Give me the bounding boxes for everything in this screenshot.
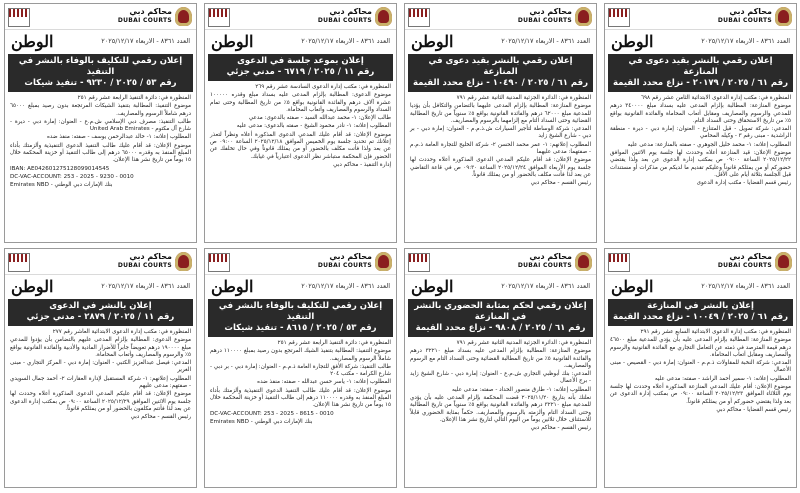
notice-title: إعلان رقمي للتكليف بالوفاء بالنشر في التنفيذ bbox=[218, 301, 383, 322]
notice-paragraph: المطلوب إعلانهم: ١- عمر محمد الحسن ٢- شركة الخليج للتجارة العامة ذ.م.م - صفتهما: مدعى عليهما bbox=[410, 141, 591, 156]
government-logo-icon bbox=[8, 253, 30, 272]
clippings-row-bottom bbox=[0, 248, 800, 488]
notice-paragraph: المنظورة في: دائرة التنفيذ الرابعة عشر رقم ٢٥١ bbox=[77, 95, 191, 101]
publication-line bbox=[5, 275, 196, 299]
court-header bbox=[605, 249, 796, 275]
dubai-emblem-icon bbox=[375, 252, 392, 271]
notice-paragraph: المنظورة في: الدائرة الجزئية المدنية الثانية عشر رقم ٧٩١ bbox=[456, 95, 591, 101]
notice-paragraph: موضوع الدعوى: المطالبة بإلزام المدعى عليهم بالتضامن بأن يؤدوا للمدعي مبلغ ١٩٠٠٠٠ درهم تعويضاً جابراً للأضرار المادية والأدبية والفائدة القانونية بواقع ٥٪ والرسوم والمصاريف وأتعاب المحاماة. bbox=[10, 337, 191, 358]
notice-paragraph: موضوع الدعوى: المطالبة بإلزام المدعى عليه بسداد مبلغ وقدره ١٠٠٠٠٠ عشرة آلاف درهم والفائدة القانونية بواقع ٥٪ من تاريخ المطالبة وحتى تمام السداد والرسوم والمصاريف وأتعاب المحاماة. bbox=[210, 92, 391, 113]
notice-body bbox=[605, 92, 796, 188]
case-number: رقم ١١ / ٢٠٢٥ / ٦٧١٩ - مدني جزئي bbox=[226, 67, 375, 77]
issue-date: العدد ٨٣٦١ - الاربعاء ٢٠٢٥/١٢/١٧ bbox=[101, 37, 190, 45]
notice-paragraph: موضوع الإعلان: قد أقام عليك طالب التنفيذ الدعوى التنفيذية وألزمتك بأداء المبلغ المنفذ به وقدره ٦٥٠٠٠ درهم إلى طالب التنفيذ أو خزينة المحكمة خلال ١٥ يوماً من تاريخ نشر هذا الإعلان. bbox=[10, 142, 191, 164]
notice-title: إعلان رقمي لحكم بمثابة الحضوري بالنشر في المنازعة bbox=[414, 301, 587, 322]
notice-paragraph: موضوع الإعلان: قد أقام عليك المدعي الدعوى المذكورة أعلاه ونظراً لتعذر إعلانك تم تحديد جلسة يوم الخميس الموافق ٢٠٢٥/١٢/١٨ الساعة ٠٩:٠٠ ص عن بعد ولذا فأنت مكلف بالحضور أو من يمثلك قانوناً وفي حال تخلفك عن الحضور فإن المحكمة ستباشر نظر الدعوى اعتبارياً في غيابك. bbox=[210, 131, 391, 160]
notice-paragraph: موضوع الإعلان: قيد المنازعة أعلاه وحددت لها جلسة يوم الاثنين الموافق ٢٠٢٥/١٢/٢٢ الساعة ٠٩:٠٠ ص بمكتب إدارة الدعوى عن بعد ولذا يقتضي حضوركم أو من يمثلكم قانوناً وعليكم تقديم ما لديكم من مذكرات أو مستندات قبل الجلسة بثلاثة أيام على الأقل. bbox=[610, 150, 791, 178]
case-number: رقم ١١ / ٢٠٢٥ / ٢٨٧٩ - مدني جزئي bbox=[26, 312, 175, 322]
court-name-english: DUBAI COURTS bbox=[717, 17, 772, 24]
court-notice-card bbox=[4, 3, 197, 243]
notice-paragraph: رئيس قسم القضايا - محاكم دبي bbox=[716, 406, 791, 413]
court-name-arabic: محاكم دبي bbox=[529, 252, 572, 261]
notice-paragraph: رئيس القسم - محاكم دبي bbox=[530, 180, 591, 187]
government-logo-icon bbox=[408, 8, 430, 27]
issue-date: العدد ٨٣٦١ - الاربعاء ٢٠٢٥/١٢/١٧ bbox=[501, 282, 590, 290]
court-header bbox=[5, 249, 196, 275]
issue-date: العدد ٨٣٦١ - الاربعاء ٢٠٢٥/١٢/١٧ bbox=[501, 37, 590, 45]
court-notice-card bbox=[404, 248, 597, 488]
publication-line bbox=[5, 30, 196, 54]
notice-paragraph: موضوع الإعلان: قد أقام عليكم المدعي الدعوى المذكورة أعلاه وحددت لها جلسة يوم الاثنين الموافق ٢٠٢٥/١٢/٢٩ الساعة ٠٩:٠٠ ص بمكتب إدارة الدعوى عن بعد لذا فأنتم مكلفون بالحضور أو من يمثلكم قانوناً. bbox=[10, 391, 191, 412]
issue-date: العدد ٨٣٦١ - الاربعاء ٢٠٢٥/١٢/١٧ bbox=[701, 282, 790, 290]
notice-paragraph: المنظورة في: مكتب إدارة الدعوى السادسة عشر رقم ٢٦٩ bbox=[255, 84, 391, 90]
court-name-english: DUBAI COURTS bbox=[517, 17, 572, 24]
notice-paragraph: المنظورة في: مكتب إدارة الدعوى الابتدائية الثامن عشر رقم ٦٩٨ bbox=[641, 95, 791, 101]
case-number: رقم ٥٣ / ٢٠٢٥ / ٩٢٣٠ - تنفيذ شيكات bbox=[24, 78, 177, 88]
notice-paragraph: موضوع التنفيذ: المطالبة بتنفيذ الشيكات المرتجعة بدون رصيد بمبلغ ٦٥٠٠٠ درهم شاملاً الرسوم والمصاريف. bbox=[10, 103, 191, 117]
notice-paragraph: رئيس القسم - محاكم دبي bbox=[530, 425, 591, 432]
notice-paragraph: المدعي: شركة تمويل - قبل المتنازع - العنوان: إمارة دبي - ديرة - منطقة الراشدية - مبنى رقم ٣ - وكيله المحامي bbox=[610, 126, 791, 140]
issue-date: العدد ٨٣٦١ - الاربعاء ٢٠٢٥/١٢/١٧ bbox=[301, 282, 390, 290]
notice-paragraph: المطلوب إعلانه: ١- خالد عبدالرحمن يوسف - صفته: منفذ ضده bbox=[46, 134, 191, 141]
court-name-arabic: محاكم دبي bbox=[529, 7, 572, 16]
court-name-arabic: محاكم دبي bbox=[129, 7, 172, 16]
case-number: رقم ٦١ / ٢٠٢٥ / ١٠٤٩٠ - نزاع محدد القيمة bbox=[412, 78, 589, 88]
notice-paragraph: Emirates NBD - بنك الإمارات دبي الوطني bbox=[210, 418, 313, 425]
notice-paragraph: المطلوب إعلانه: ١- محمد خليل الجوهري - صفته بالمنازعة: مدعى عليه bbox=[627, 141, 791, 148]
newspaper-name: الوطن bbox=[611, 32, 654, 51]
newspaper-name: الوطن bbox=[211, 32, 254, 51]
notice-title-bar bbox=[608, 299, 793, 326]
government-logo-icon bbox=[208, 8, 230, 27]
notice-paragraph: رئيس قسم القضايا - مكتب إدارة الدعوى bbox=[696, 180, 791, 187]
newspaper-name: الوطن bbox=[411, 32, 454, 51]
notice-title-bar bbox=[408, 54, 593, 92]
notice-title-bar bbox=[408, 299, 593, 337]
publication-line bbox=[405, 275, 596, 299]
court-header bbox=[5, 4, 196, 30]
case-number: رقم ٦١ / ٢٠٢٥ / ٢٠١٧٩ - نزاع محدد القيمة bbox=[612, 78, 789, 88]
publication-line bbox=[205, 275, 396, 299]
notice-paragraph: المنظورة في: الدائرة الجزئية المدنية الثانية عشر رقم ٧٩١ bbox=[456, 340, 591, 346]
notice-title-bar bbox=[208, 54, 393, 81]
government-logo-icon bbox=[408, 253, 430, 272]
dubai-emblem-icon bbox=[375, 7, 392, 26]
government-logo-icon bbox=[8, 8, 30, 27]
notice-title-bar bbox=[8, 299, 193, 326]
notice-paragraph: موضوع المنازعة: المطالبة بإلزام المدعى عليه بأن يؤدي للمدعية مبلغ ٤٦٥٠٠ درهم قيمة المترصد في ذمته عن التعامل التجاري مع الفائدة القانونية والرسوم والمصاريف ومقابل أتعاب المحاماة. bbox=[610, 337, 791, 358]
court-notice-card bbox=[604, 3, 797, 243]
publication-line bbox=[605, 30, 796, 54]
court-name-arabic: محاكم دبي bbox=[729, 7, 772, 16]
dubai-emblem-icon bbox=[575, 252, 592, 271]
dubai-emblem-icon bbox=[575, 7, 592, 26]
notice-body bbox=[5, 92, 196, 190]
notice-paragraph: المنظورة في: مكتب إدارة الدعوى الابتدائية السابع عشر رقم ٢٩١ bbox=[640, 329, 791, 335]
court-notice-card bbox=[4, 248, 197, 488]
notice-title: إعلان رقمي للتكليف بالوفاء بالنشر في التنفيذ bbox=[18, 56, 183, 77]
issue-date: العدد ٨٣٦١ - الاربعاء ٢٠٢٥/١٢/١٧ bbox=[701, 37, 790, 45]
court-name-english: DUBAI COURTS bbox=[317, 262, 372, 269]
notice-paragraph: موضوع المنازعة: المطالبة بإلزام المدعى عليه بسداد مبلغ ٣٤٠٠٠٠ درهم للمدعي والرسوم والمصاريف ومقابل أتعاب المحاماة والفائدة القانونية بواقع ٥٪ من تاريخ الاستحقاق وحتى السداد التام. bbox=[610, 103, 791, 124]
notice-paragraph: المطلوب إعلانهم: ١- شركة المستقبل لإدارة العقارات ٢- أحمد جمال السويدي - صفتهم: مدعى عليهم bbox=[10, 375, 191, 390]
notice-body bbox=[5, 326, 196, 422]
notice-paragraph: موضوع الإعلان: قد أقام عليكم المدعي الدعوى المذكورة أعلاه وحددت لها جلسة يوم الأربعاء الموافق ٢٠٢٥/١٢/٢٤ الساعة ٠٩:٣٠ ص في قاعة التقاضي عن بعد لذا فأنت مكلف بالحضور أو من يمثلك قانوناً. bbox=[410, 157, 591, 178]
notice-paragraph: رئيس القسم - محاكم دبي bbox=[130, 414, 191, 421]
notice-title: إعلان رقمي بالنشر بقيد دعوى في المنازعة bbox=[628, 56, 773, 77]
court-notice-card bbox=[404, 3, 597, 243]
newspaper-name: الوطن bbox=[11, 277, 54, 296]
notice-body bbox=[405, 337, 596, 433]
court-name-english: DUBAI COURTS bbox=[717, 262, 772, 269]
notice-paragraph: المطلوب إعلانه: ١- نادر محمود الشيخ - صفته بالدعوى: مدعى عليه bbox=[236, 123, 391, 130]
notice-title-bar bbox=[8, 54, 193, 92]
notice-paragraph: المدعي: شركة الوساطة لتأجير السيارات ش.ذ.م.م - العنوان: إمارة دبي - بر دبي - شارع الشيخ زايد bbox=[410, 126, 591, 140]
court-name-english: DUBAI COURTS bbox=[517, 262, 572, 269]
court-name-english: DUBAI COURTS bbox=[117, 17, 172, 24]
notice-title: إعلان بالنشر في المنازعة bbox=[647, 301, 754, 311]
court-name-english: DUBAI COURTS bbox=[317, 17, 372, 24]
case-number: رقم ٥٣ / ٢٠٢٥ / ٨٦١٥ - تنفيذ شيكات bbox=[224, 323, 377, 333]
dubai-emblem-icon bbox=[175, 7, 192, 26]
publication-line bbox=[605, 275, 796, 299]
court-notice-card bbox=[204, 248, 397, 488]
notice-paragraph: نعلنك بأنه بتاريخ ٢٠٢٥/١١/٢٠ قضت المحكمة بإلزام المدعى عليه بأن يؤدي للمدعية مبلغ ٣٢٢١٠ درهم والفائدة القانونية بواقع ٥٪ سنوياً من تاريخ المطالبة وحتى السداد التام وألزمته بالرسوم والمصاريف. حكماً بمثابة الحضوري قابلاً للاستئناف خلال ثلاثين يوماً من اليوم التالي لتاريخ نشر هذا الإعلان. bbox=[410, 395, 592, 423]
notice-body bbox=[205, 337, 396, 426]
clippings-row-top bbox=[0, 3, 800, 243]
notice-title: إعلان بموعد جلسة في الدعوى bbox=[237, 56, 364, 66]
notice-title: إعلان رقمي بالنشر بقيد دعوى في المنازعة bbox=[428, 56, 573, 77]
newspaper-name: الوطن bbox=[211, 277, 254, 296]
notice-paragraph: المطلوب إعلانه: ١- ياسر حسن عبدالله - صفته: منفذ ضده bbox=[257, 379, 391, 386]
government-logo-icon bbox=[608, 8, 630, 27]
notice-paragraph: إدارة التنفيذ - محاكم دبي bbox=[333, 161, 391, 168]
notice-paragraph: موضوع الإعلان: أقام عليك المدعي المنازعة المذكورة أعلاه وحددت لها جلسة يوم الثلاثاء الموافق ٢٠٢٥/١٢/٢٣ الساعة ٠٩:٠٠ ص بمكتب إدارة الدعوى عن بعد ولذا يقتضي حضوركم أو من يمثلكم قانوناً. bbox=[610, 384, 791, 405]
newspaper-name: الوطن bbox=[11, 32, 54, 51]
notice-body bbox=[605, 326, 796, 414]
notice-body bbox=[405, 92, 596, 188]
notice-title: إعلان بالنشر في الدعوى bbox=[49, 301, 152, 311]
issue-date: العدد ٨٣٦١ - الاربعاء ٢٠٢٥/١٢/١٧ bbox=[101, 282, 190, 290]
court-header bbox=[405, 4, 596, 30]
notice-body bbox=[205, 81, 396, 169]
court-notice-card bbox=[604, 248, 797, 488]
court-header bbox=[405, 249, 596, 275]
publication-line bbox=[405, 30, 596, 54]
notice-paragraph: المطلوب إعلانه: ١- طارق منصور الحداد - صفته: مدعى عليه bbox=[452, 386, 591, 393]
government-logo-icon bbox=[208, 253, 230, 272]
notice-paragraph: المنظورة في: مكتب إدارة الدعوى الابتدائية العاشر رقم ٢٧٧ bbox=[52, 329, 191, 335]
notice-paragraph: المدعي: بنك أبوظبي التجاري ش.م.ع - العنوان: إمارة دبي - شارع الشيخ زايد - برج الأعمال bbox=[410, 371, 591, 385]
dubai-emblem-icon bbox=[775, 252, 792, 271]
court-header bbox=[605, 4, 796, 30]
newspaper-name: الوطن bbox=[411, 277, 454, 296]
notice-paragraph: المطلوب إعلانه: ١- سمير أحمد الراشد - صفته: مدعى عليه bbox=[654, 375, 791, 382]
court-header bbox=[205, 249, 396, 275]
dubai-emblem-icon bbox=[175, 252, 192, 271]
notice-paragraph: DC-VAC-ACCOUNT: 253 - 2025 - 9230 - 0010 bbox=[10, 173, 134, 180]
notice-title-bar bbox=[208, 299, 393, 337]
court-notice-card bbox=[204, 3, 397, 243]
government-logo-icon bbox=[608, 253, 630, 272]
notice-paragraph: المنظورة في: دائرة التنفيذ الرابعة عشر رقم ٢٥١ bbox=[277, 340, 391, 346]
notice-paragraph: IBAN: AE042601275128099014545 bbox=[10, 165, 110, 172]
notice-paragraph: موضوع المنازعة: المطالبة بإلزام المدعى عليه بسداد مبلغ ٣٢٢١٠ درهم والفائدة القانونية ٥٪ من تاريخ المطالبة القضائية وحتى السداد التام مع الرسوم والمصاريف. bbox=[410, 348, 591, 369]
newspaper-name: الوطن bbox=[611, 277, 654, 296]
notice-paragraph: المدعي: فيصل عبدالعزيز الكتبي - العنوان: إمارة دبي - المركز التجاري - مبنى الغرير bbox=[10, 360, 191, 374]
notice-paragraph: موضوع الإعلان: قد أقام عليك طالب التنفيذ الدعوى التنفيذية وألزمتك بأداء المبلغ المنفذ به وقدره ١١٠٠٠٠ درهم إلى طالب التنفيذ أو خزينة المحكمة خلال ١٥ يوماً من تاريخ نشر هذا الإعلان. bbox=[210, 387, 391, 409]
court-name-arabic: محاكم دبي bbox=[329, 252, 372, 261]
publication-line bbox=[205, 30, 396, 54]
notice-paragraph: موضوع المنازعة: المطالبة بإلزام المدعى عليهما بالتضامن والتكافل بأن يؤديا للمدعية مبلغ ٦٢٠٠٠ درهم والفائدة القانونية بواقع ٥٪ سنوياً من تاريخ المطالبة القضائية وحتى السداد التام مع إلزامهما بالرسوم والمصاريف. bbox=[410, 103, 591, 124]
case-number: رقم ٦١ / ٢٠٢٥ / ١٠٠٤٩ - نزاع محدد القيمة bbox=[612, 312, 789, 322]
court-header bbox=[205, 4, 396, 30]
notice-paragraph: DC-VAC-ACCOUNT: 253 - 2025 - 8615 - 0010 bbox=[210, 410, 334, 417]
case-number: رقم ٦١ / ٢٠٢٥ / ٩٨٠٨ - نزاع محدد القيمة bbox=[415, 323, 586, 333]
court-name-arabic: محاكم دبي bbox=[129, 252, 172, 261]
notice-paragraph: طالب الإعلان: ١- محمد عبدالله السيد - صفته بالدعوى: مدعي bbox=[248, 115, 391, 122]
court-name-arabic: محاكم دبي bbox=[329, 7, 372, 16]
issue-date: العدد ٨٣٦١ - الاربعاء ٢٠٢٥/١٢/١٧ bbox=[301, 37, 390, 45]
dubai-emblem-icon bbox=[775, 7, 792, 26]
notice-paragraph: طالب التنفيذ: مصرف دبي الإسلامي ش.م.ع - العنوان: إمارة دبي - ديرة - شارع آل مكتوم - United Arab Emirates bbox=[10, 118, 191, 133]
court-name-arabic: محاكم دبي bbox=[729, 252, 772, 261]
notice-paragraph: Emirates NBD - بنك الإمارات دبي الوطني bbox=[10, 182, 113, 189]
notice-paragraph: طالب التنفيذ: شركة الأفق للتجارة العامة ذ.م.م - العنوان: إمارة دبي - بر دبي - شارع الكرامة - مكتب ٢٠٤ bbox=[210, 363, 391, 378]
notice-title-bar bbox=[608, 54, 793, 92]
notice-paragraph: المدعي: شركة النخبة للمقاولات ذ.م.م - العنوان: إمارة دبي - القصيص - مبنى الأعمال bbox=[610, 360, 791, 374]
notice-paragraph: موضوع التنفيذ: المطالبة بتنفيذ الشيك المرتجع بدون رصيد بمبلغ ١١٠٠٠٠ درهم شاملاً الرسوم والمصاريف. bbox=[210, 348, 391, 362]
court-name-english: DUBAI COURTS bbox=[117, 262, 172, 269]
